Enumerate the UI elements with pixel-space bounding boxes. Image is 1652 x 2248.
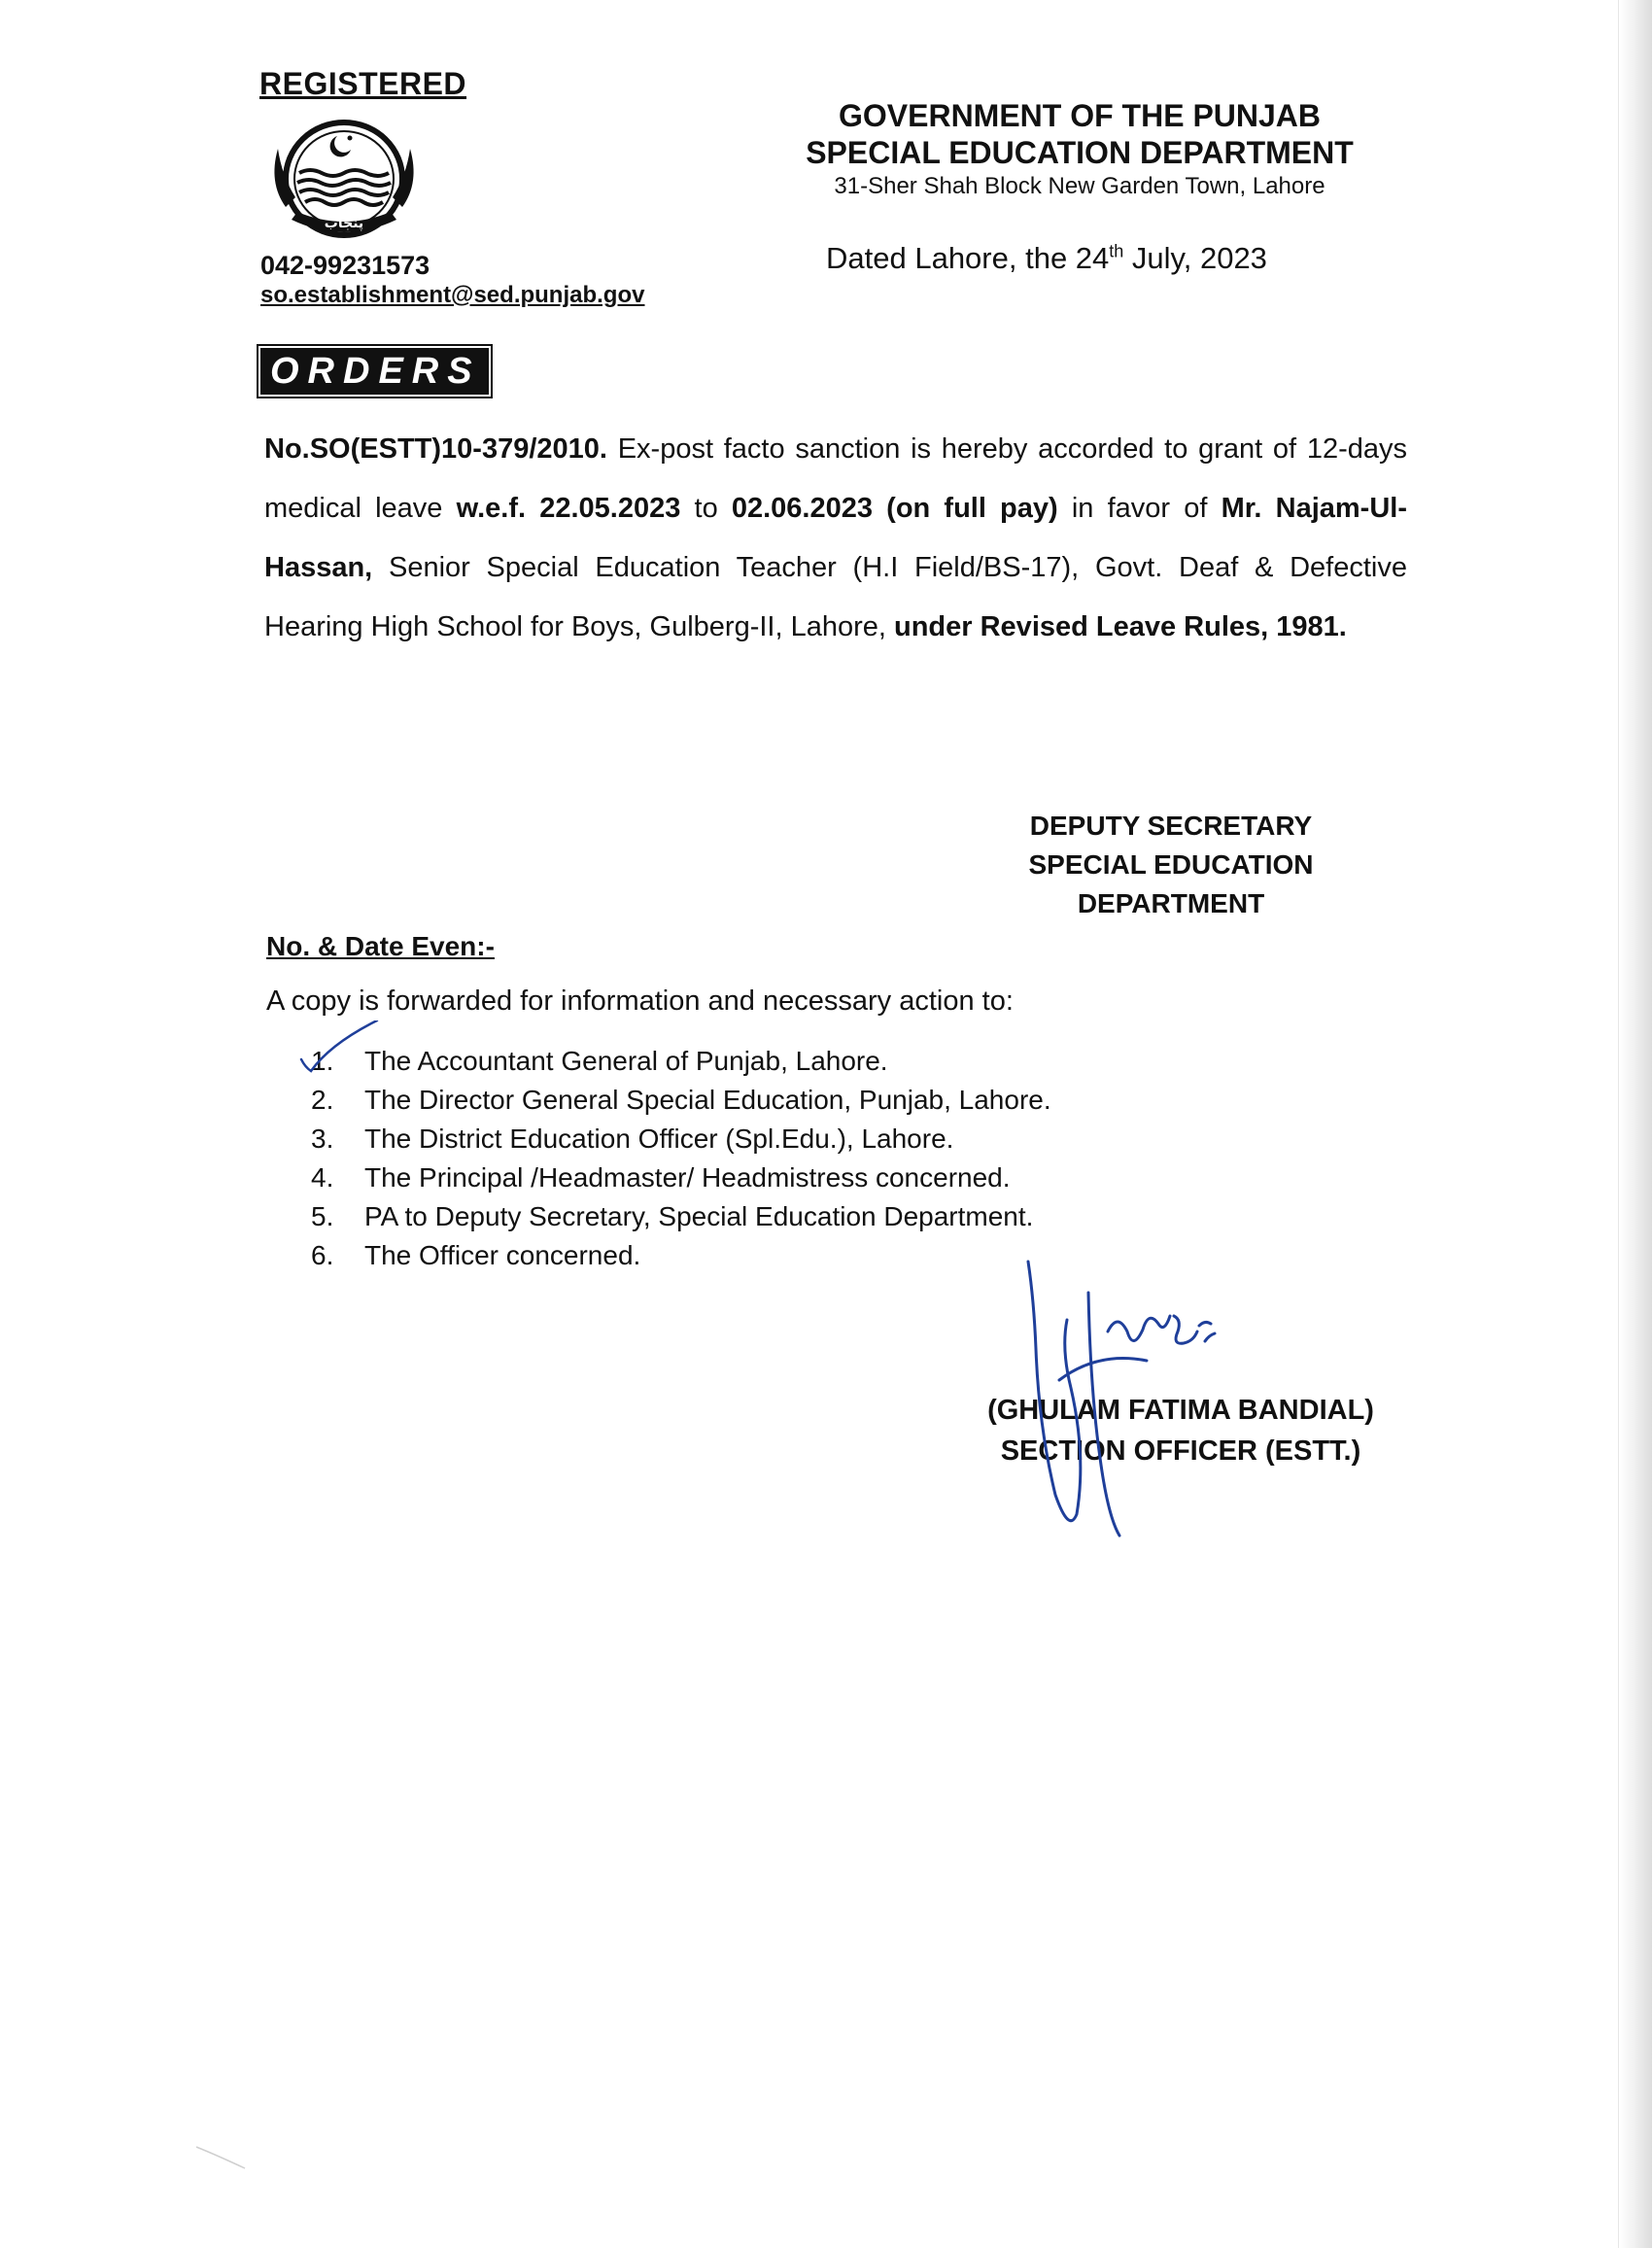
copy-recipients-list — [311, 1042, 1051, 1275]
registered-label: REGISTERED — [259, 66, 467, 101]
deputy-secretary-block: DEPUTY SECRETARY SPECIAL EDUCATION DEPARTMENT — [1028, 811, 1314, 918]
list-item: 1. The Accountant General of Punjab, Lahore. — [311, 1046, 888, 1076]
list-item: 2. The Director General Special Education, Punjab, Lahore. — [311, 1085, 1051, 1115]
copy-forwarded-intro: A copy is forwarded for information and necessary action to: — [266, 986, 1014, 1017]
section-officer-title: SECTION OFFICER (ESTT.) — [1000, 1435, 1361, 1467]
government-title: GOVERNMENT OF THE PUNJAB — [838, 98, 1322, 133]
handwritten-signature-icon — [1001, 1254, 1263, 1545]
punjab-emblem-icon — [257, 115, 431, 243]
list-item: 3. The District Education Officer (Spl.Edu.), Lahore. — [311, 1124, 954, 1154]
list-item: 4. The Principal /Headmaster/ Headmistress concerned. — [311, 1162, 1011, 1193]
checkmark-icon — [292, 1020, 389, 1079]
letterhead — [764, 97, 1395, 202]
order-body: No.SO(ESTT)10-379/2010. Ex-post facto sanction is hereby accorded to grant of 12-days medical leave w.e.f. 22.05.2023 to 02.06.2023 (on full pay) in favor of Mr. Najam-Ul-Hassan, Senior Special Education Teacher (H.I Field/BS-17), Govt. Deaf & Defective Hearing High School for Boys, Gulberg-II, Lahore, under Revised Leave Rules, 1981. — [264, 433, 1407, 642]
department-title: SPECIAL EDUCATION DEPARTMENT — [806, 135, 1354, 170]
letter-date: Dated Lahore, the 24th July, 2023 — [826, 241, 1267, 275]
email-address[interactable]: so.establishment@sed.punjab.gov — [260, 282, 645, 308]
list-item: 5. PA to Deputy Secretary, Special Education Department. — [311, 1201, 1034, 1231]
phone-number: 042-99231573 — [260, 251, 430, 280]
svg-text:پنجاب: پنجاب — [324, 216, 364, 231]
no-date-even-label: No. & Date Even:- — [266, 931, 495, 961]
list-item: 6. The Officer concerned. — [311, 1240, 641, 1270]
department-address: 31-Sher Shah Block New Garden Town, Lahore — [834, 173, 1325, 199]
page-right-edge — [1618, 0, 1652, 2248]
orders-label: ORDERS — [260, 348, 489, 395]
scan-mark-icon — [194, 2143, 253, 2172]
section-officer-name: (GHULAM FATIMA BANDIAL) — [987, 1395, 1374, 1426]
